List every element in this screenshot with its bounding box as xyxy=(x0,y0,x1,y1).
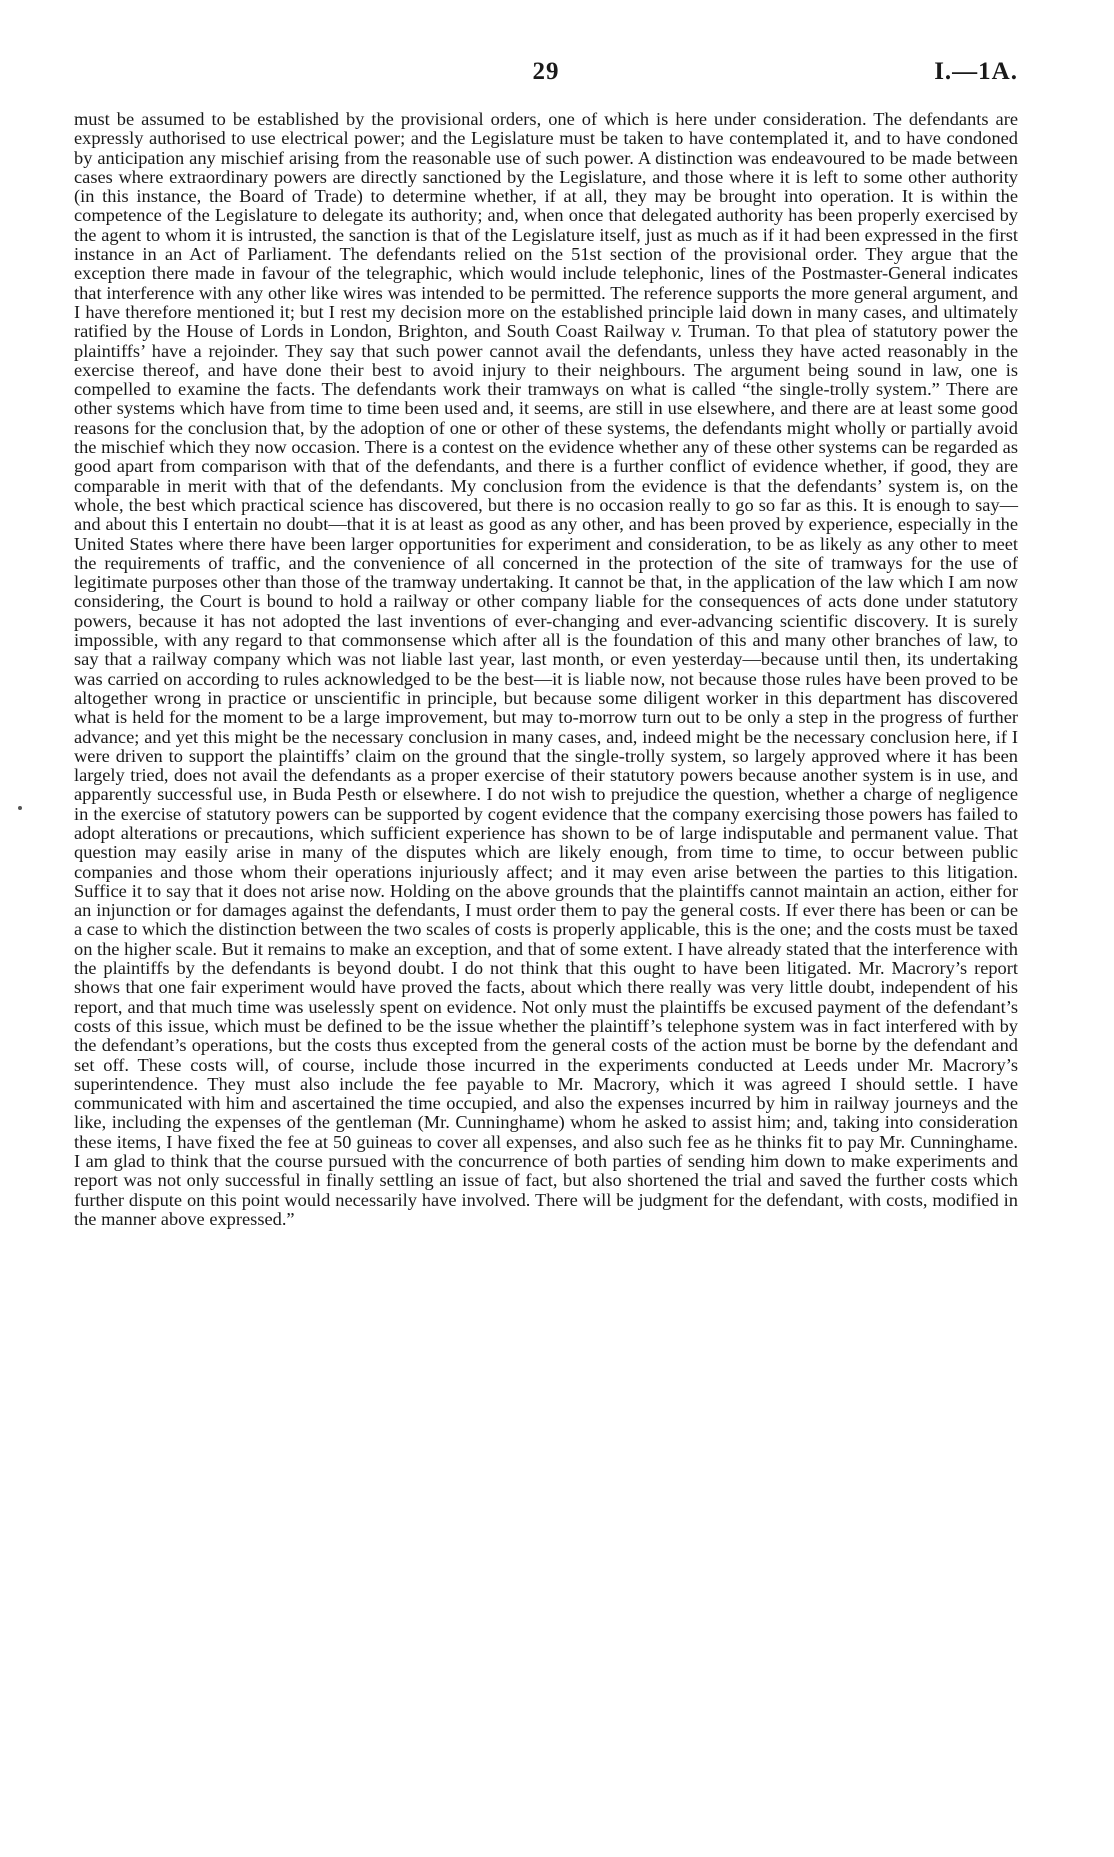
judgment-paragraph xyxy=(74,110,1018,1229)
paragraph-text-part1: must be assumed to be established by the provisional orders, one of which is here under consideration. The defendants are expressly authorised to use electrical power; and the Legislature must be taken to have contemplated it, and to have condoned by anticipation any mischief arising from the reasonable use of such power. A distinction was endeavoured to be made between cases where extraordinary powers are directly sanctioned by the Legislature, and those where it is left to some other authority (in this instance, the Board of Trade) to determine whether, if at all, they may be brought into operation. It is within the competence of the Legislature to delegate its authority; and, when once that delegated authority has been properly exercised by the agent to whom it is intrusted, the sanction is that of the Legislature itself, just as much as if it had been expressed in the first instance in an Act of Parliament. The defendants relied on the 51st section of the provisional order. They argue that the exception there made in favour of the telegraphic, which would include telephonic, lines of the Postmaster-General indicates that interference with any other like wires was intended to be permitted. The reference supports the more general argument, and I have therefore mentioned it; but I rest my decision more on the established principle laid down in many cases, and ultimately ratified by the House of Lords in London, Brighton, and South Coast Railway xyxy=(74,109,1018,342)
case-versus-italic: v. xyxy=(670,321,683,342)
document-code: I.—1A. xyxy=(934,58,1018,85)
paragraph-text-part2: Truman. To that plea of statutory power the plaintiffs’ have a rejoinder. They say that such power cannot avail the defendants, unless they have acted reasonably in the exercise thereof, and have done their best to avoid injury to their neighbours. The argument being sound in law, one is compelled to examine the facts. The defendants work their tramways on what is called “the single-trolly system.” There are other systems which have from time to time been used and, it seems, are still in use elsewhere, and there are at least some good reasons for the conclusion that, by the adoption of one or other of these systems, the defendants might wholly or partially avoid the mischief which they now occasion. There is a contest on the evidence whether any of these other systems can be regarded as good apart from comparison with that of the defendants, and there is a further conflict of evidence whether, if good, they are comparable in merit with that of the defendants. My conclusion from the evidence is that the defendants’ system is, on the whole, the best which practical science has discovered, but there is no occasion really to go so far as this. It is enough to say—and about this I entertain no doubt—that it is at least as good as any other, and has been proved by experience, especially in the United States where there have been larger opportunities for experiment and consideration, to be as likely as any other to meet the requirements of traffic, and the convenience of all concerned in the protection of the site of tramways for the use of legitimate purposes other than those of the tramway undertaking. It cannot be that, in the application of the law which I am now considering, the Court is bound to hold a railway or other company liable for the consequences of acts done under statutory powers, because it has not adopted the last inventions of ever-changing and ever-advancing scientific discovery. It is surely impossible, with any regard to that commonsense which after all is the foundation of this and many other branches of law, to say that a railway company which was not liable last year, last month, or even yesterday—because until then, its undertaking was carried on according to rules acknowledged to be the best—it is liable now, not because those rules have been proved to be altogether wrong in practice or unscientific in principle, but because some diligent worker in this department has discovered what is held for the moment to be a large improvement, but may to-morrow turn out to be only a step in the progress of further advance; and yet this might be the necessary conclusion in many cases, and, indeed might be the necessary conclusion here, if I were driven to support the plaintiffs’ claim on the ground that the single-trolly system, so largely approved where it has been largely tried, does not avail the defendants as a proper exercise of their statutory powers because another system is in use, and apparently successful use, in Buda Pesth or elsewhere. I do not wish to prejudice the question, whether a charge of negligence in the exercise of statutory powers can be supported by cogent evidence that the company exercising those powers has failed to adopt alterations or precautions, which sufficient experience has shown to be of large indisputable and permanent value. That question may easily arise in many of the disputes which are likely enough, from time to time, to occur between public companies and those whom their operations injuriously affect; and it may even arise between the parties to this litigation. Suffice it to say that it does not arise now. Holding on the above grounds that the plaintiffs cannot maintain an action, either for an injunction or for damages against the defendants, I must order them to pay the general costs. If ever there has been or can be a case to which the distinction between the two scales of costs is properly applicable, this is the one; and the costs must be taxed on the higher scale. But it remains to make an exception, and that of some extent. I have already stated that the interference with the plaintiffs by the defendants is beyond doubt. I do not think that this ought to have been litigated. Mr. Macrory’s report shows that one fair experiment would have proved the facts, about which there really was very little doubt, independent of his report, and that much time was uselessly spent on evidence. Not only must the plaintiffs be excused payment of the defendant’s costs of this issue, which must be defined to be the issue whether the plaintiff’s telephone system was in fact interfered with by the defendant’s operations, but the costs thus excepted from the general costs of the action must be borne by the defendant and set off. These costs will, of course, include those incurred in the experiments conducted at Leeds under Mr. Macrory’s superintendence. They must also include the fee payable to Mr. Macrory, which it was agreed I should settle. I have communicated with him and ascertained the time occupied, and also the expenses incurred by him in railway journeys and the like, including the expenses of the gentleman (Mr. Cunninghame) whom he asked to assist him; and, taking into consideration these items, I have fixed the fee at 50 guineas to cover all expenses, and also such fee as he thinks fit to pay Mr. Cunninghame. I am glad to think that the course pursued with the concurrence of both parties of sending him down to make experiments and report was not only successful in finally settling an issue of fact, but also shortened the trial and saved the further costs which further dispute on this point would necessarily have involved. There will be judgment for the defendant, with costs, modified in the manner above expressed.” xyxy=(74,321,1018,1229)
page-number: 29 xyxy=(532,58,560,85)
margin-mark xyxy=(18,806,22,810)
page-header xyxy=(74,58,1018,92)
